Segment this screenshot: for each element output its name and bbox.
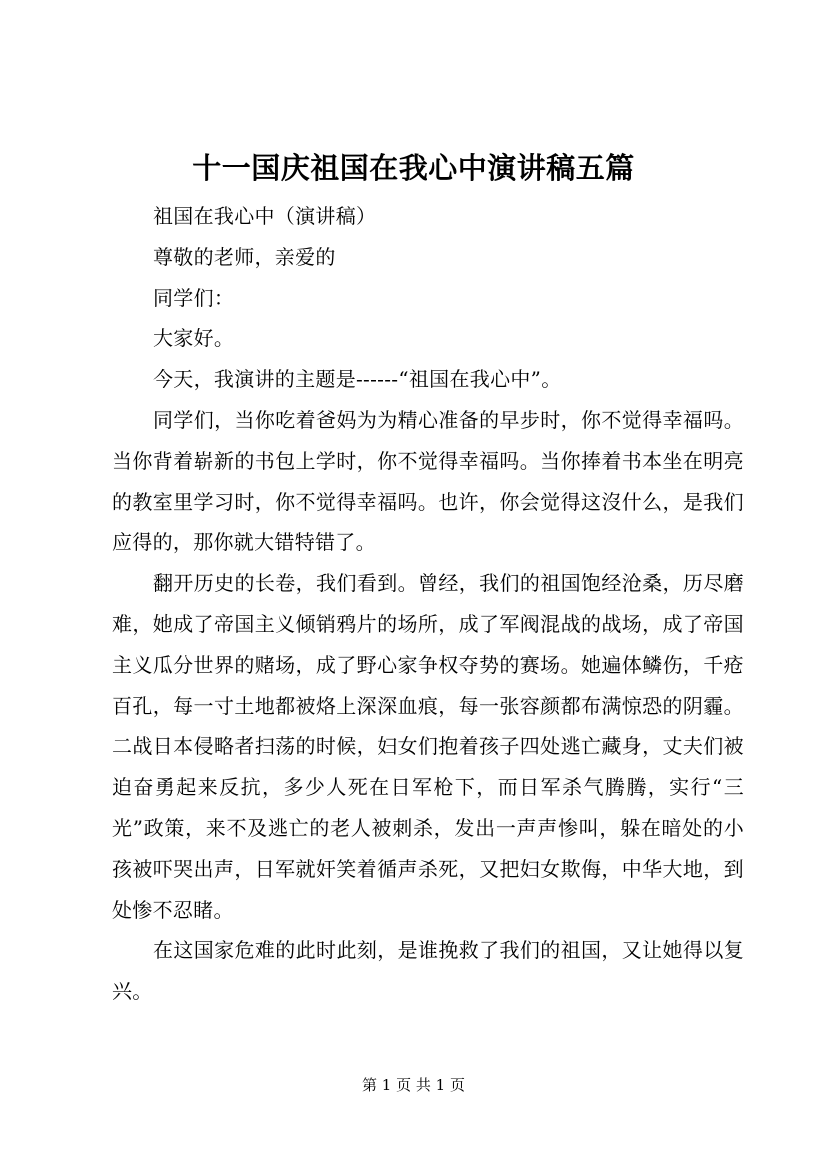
paragraph-salutation-2: 同学们：	[153, 285, 235, 310]
paragraph-greeting: 大家好。	[153, 326, 235, 351]
paragraph-subtitle: 祖国在我心中（演讲稿）	[153, 204, 377, 228]
paragraph-topic: 今天，我演讲的主题是------“祖国在我心中”。	[153, 367, 562, 392]
paragraph-salutation: 尊敬的老师，亲爱的	[153, 244, 336, 269]
paragraph-history: 翻开历史的长卷，我们看到。曾经，我们的祖国饱经沧桑，历尽磨难，她成了帝国主义倾销鸦片的场所，成了军阀混战的战场，成了帝国主义瓜分世界的赌场，成了野心家争权夺势的赛场。她遍体鳞伤，千疮百孔，每一寸土地都被烙上深深血痕，每一张容颜都布满惊恐的阴霾。二战日本侵略者扫荡的时候，妇女们抱着孩子四处逃亡藏身，丈夫们被迫奋勇起来反抗，多少人死在日军枪下，而日军杀气腾腾，实行“三光”政策，来不及逃亡的老人被刺杀，发出一声声惨叫，躲在暗处的小孩被吓哭出声，日军就奸笑着循声杀死，又把妇女欺侮，中华大地，到处惨不忍睹。	[112, 571, 744, 922]
document-body	[112, 196, 744, 1012]
document-title: 十一国庆祖国在我心中演讲稿五篇	[192, 151, 635, 185]
page-footer: 第 1 页 共 1 页	[362, 1076, 465, 1094]
paragraph-happiness: 同学们，当你吃着爸妈为为精心准备的早步时，你不觉得幸福吗。当你背着崭新的书包上学时，你不觉得幸福吗。当你捧着书本坐在明亮的教室里学习时，你不觉得幸福吗。也许，你会觉得这沒什么，是我们应得的，那你就大错特错了。	[112, 407, 744, 555]
paragraph-rescue: 在这国家危难的此时此刻，是谁挽救了我们的祖国，又让她得以复兴。	[112, 938, 744, 1004]
